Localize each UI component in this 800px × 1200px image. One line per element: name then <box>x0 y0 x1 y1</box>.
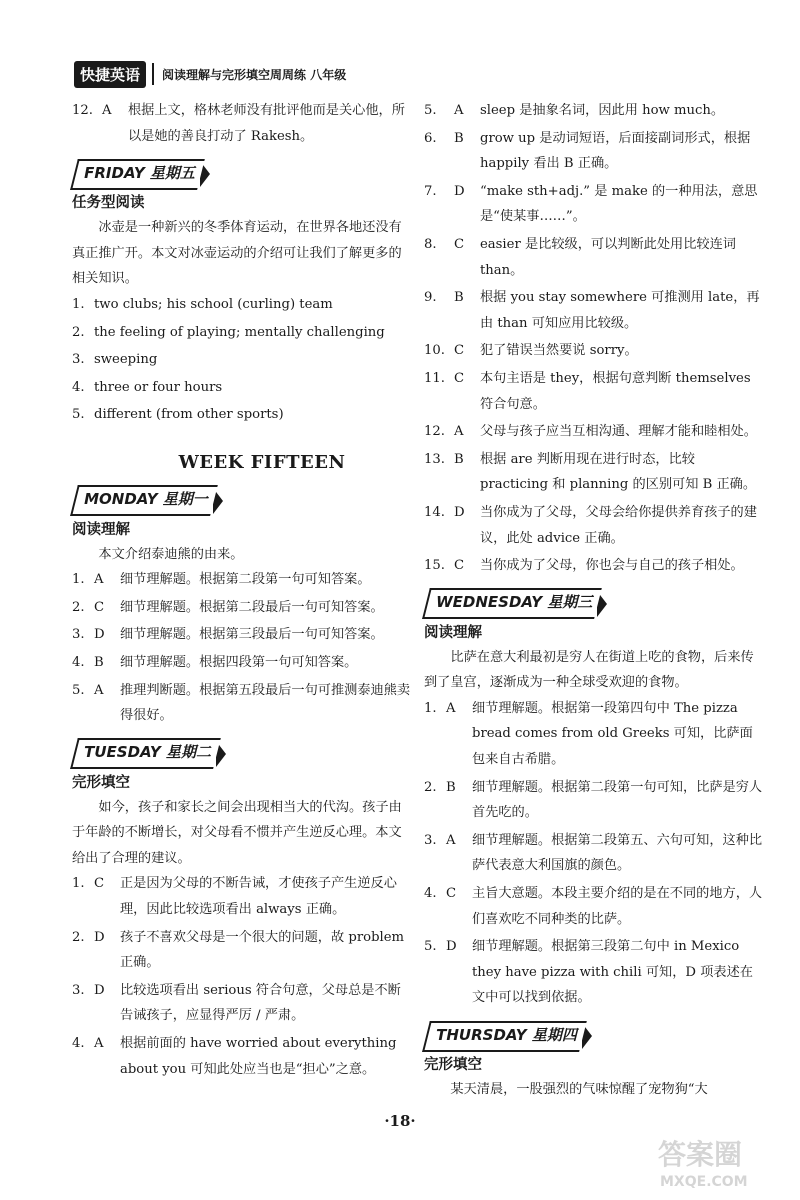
answer-letter: A <box>446 700 456 716</box>
list-item <box>72 347 412 373</box>
answer-letter: C <box>454 370 465 386</box>
item-number: 8. <box>424 236 437 252</box>
list-item <box>72 925 412 976</box>
list-item <box>424 366 764 417</box>
explanation: 当你成为了父母，你也会与自己的孩子相处。 <box>480 558 744 574</box>
explanation: 根据 are 判断用现在进行时态，比较 practicing 和 planning 的区别可知 B 正确。 <box>480 451 757 493</box>
item-number: 2. <box>424 779 437 795</box>
section-title: 完形填空 <box>424 1057 482 1073</box>
week-title: WEEK FIFTEEN <box>178 451 346 473</box>
answer-letter: C <box>94 876 105 892</box>
list-item <box>72 567 412 593</box>
day-tag-tuesday <box>74 741 226 767</box>
explanation: sleep 是抽象名词，因此用 how much。 <box>480 103 725 118</box>
explanation: 细节理解题。根据第二段第五、六句可知，这种比萨代表意大利国旗的颜色。 <box>472 832 763 874</box>
list-item <box>424 179 764 230</box>
item-number: 1. <box>72 296 85 312</box>
list-item <box>424 553 764 579</box>
list-item <box>72 871 412 922</box>
explanation: 主旨大意题。本段主要介绍的是在不同的地方，人们喜欢吃不同种类的比萨。 <box>472 886 763 927</box>
day-tag-label: WEDNESDAY 星期三 <box>436 593 593 612</box>
list-item <box>72 1031 412 1082</box>
item-number: 2. <box>72 324 85 340</box>
explanation: 比较选项看出 serious 符合句意，父母总是不断告诫孩子，应显得严厉 / 严肃。 <box>120 982 401 1024</box>
answer-letter: D <box>454 504 465 520</box>
explanation: 父母与孩子应当互相沟通、理解才能和睦相处。 <box>480 424 757 440</box>
item-number: 1. <box>424 700 437 716</box>
list-item <box>424 419 764 445</box>
page-number: ·18· <box>384 1112 416 1130</box>
list-item <box>72 595 412 621</box>
answer-letter: D <box>94 929 105 945</box>
intro-text: 如今，孩子和家长之间会出现相当大的代沟。孩子由于年龄的不断增长，对父母看不惯并产生逆反心理。本文给出了合理的建议。 <box>72 799 402 866</box>
item-number: 7. <box>424 183 437 199</box>
explanation: grow up 是动词短语，后面接副词形式，根据 happily 看出 B 正确。 <box>480 130 751 172</box>
item-number: 2. <box>72 599 85 615</box>
section-title: 完形填空 <box>72 774 130 791</box>
explanation: “make sth+adj.” 是 make 的一种用法，意思是“使某事……”。 <box>480 183 758 225</box>
explanation: 细节理解题。根据第二段第一句可知，比萨是穷人首先吃的。 <box>472 779 763 821</box>
item-number: 10. <box>424 343 445 359</box>
list-item <box>424 126 764 177</box>
answer-text: sweeping <box>94 352 158 368</box>
explanation: 细节理解题。根据第一段第四句中 The pizza bread comes from old Greeks 可知，比萨面包来自古希腊。 <box>472 700 753 768</box>
list-item <box>424 775 764 826</box>
item-number: 12. <box>72 103 93 118</box>
day-tag-thursday <box>426 1023 592 1049</box>
list-item <box>424 98 764 124</box>
list-item <box>424 500 764 551</box>
day-tag-label: TUESDAY 星期二 <box>84 743 212 762</box>
watermark-text: 答案圈 <box>658 1138 743 1171</box>
intro-text: 冰壶是一种新兴的冬季体育运动，在世界各地还没有真正推广开。本文对冰壶运动的介绍可让我们了解更多的相关知识。 <box>72 220 402 287</box>
answer-letter: A <box>94 572 104 588</box>
explanation: 当你成为了父母，父母会给你提供养育孩子的建议，此处 advice 正确。 <box>480 504 757 546</box>
answer-letter: A <box>94 1036 104 1052</box>
item-number: 1. <box>72 876 85 892</box>
item-number: 6. <box>424 130 437 146</box>
answer-letter: C <box>94 599 105 615</box>
item-number: 3. <box>72 982 85 998</box>
list-item <box>424 232 764 283</box>
explanation: 细节理解题。根据第二段最后一句可知答案。 <box>120 599 384 615</box>
answer-text: two clubs; his school (curling) team <box>94 296 333 312</box>
answer-text: different (from other sports) <box>94 407 284 423</box>
list-item <box>72 622 412 648</box>
answer-letter: D <box>94 982 105 998</box>
item-number: 5. <box>72 407 85 423</box>
explanation: 细节理解题。根据第三段最后一句可知答案。 <box>120 627 384 643</box>
day-tag-label: THURSDAY 星期四 <box>436 1025 577 1044</box>
list-item <box>72 292 412 318</box>
item-number: 4. <box>72 379 85 395</box>
explanation: 细节理解题。根据第三段第二句中 in Mexico they have pizza with chili 可知，D 项表述在文中可以找到依据。 <box>472 939 753 1006</box>
answer-letter: A <box>454 103 464 118</box>
answer-letter: B <box>446 779 456 795</box>
item-number: 13. <box>424 451 445 467</box>
item-number: 15. <box>424 558 445 574</box>
item-number: 5. <box>72 682 85 698</box>
intro-text: 某天清晨，一股强烈的气味惊醒了宠物狗“大 <box>450 1082 708 1097</box>
list-item <box>72 402 412 428</box>
list-item <box>72 320 412 346</box>
answer-letter: C <box>446 886 457 902</box>
answer-text: the feeling of playing; mentally challenging <box>94 324 385 340</box>
item-number: 12. <box>424 424 445 440</box>
explanation: 正是因为父母的不断告诫，才使孩子产生逆反心理，因此比较选项看出 always 正确。 <box>120 876 397 918</box>
header-divider <box>152 63 154 85</box>
answer-letter: C <box>454 343 465 359</box>
section-title: 阅读理解 <box>424 624 482 641</box>
explanation: 推理判断题。根据第五段最后一句可推测泰迪熊卖得很好。 <box>120 682 411 724</box>
list-item <box>424 338 764 364</box>
item-number: 1. <box>72 572 85 588</box>
book-subtitle: 阅读理解与完形填空周周练 八年级 <box>162 67 347 82</box>
list-item <box>72 978 412 1029</box>
answer-letter: B <box>454 451 464 467</box>
answer-letter: B <box>454 290 464 306</box>
explanation: 根据 you stay somewhere 可推测用 late，再由 than 可知应用比较级。 <box>480 290 760 331</box>
item-number: 5. <box>424 939 437 955</box>
answer-letter: A <box>454 424 464 440</box>
item-number: 11. <box>424 370 445 386</box>
explanation: 犯了错误当然要说 sorry。 <box>480 343 638 359</box>
page-header <box>74 58 346 90</box>
explanation: 细节理解题。根据第二段第一句可知答案。 <box>120 572 371 588</box>
list-item <box>424 934 764 1011</box>
explanation: 根据前面的 have worried about everything about you 可知此处应当也是“担心”之意。 <box>120 1036 397 1077</box>
watermark-logo <box>654 1130 784 1190</box>
item-number: 2. <box>72 929 85 945</box>
day-tag-friday <box>74 161 210 187</box>
answer-letter: A <box>102 103 112 118</box>
intro-text: 比萨在意大利最初是穷人在街道上吃的食物，后来传到了皇宫，逐渐成为一种全球受欢迎的食物。 <box>424 649 754 691</box>
answer-letter: D <box>94 627 105 643</box>
answer-letter: D <box>454 183 465 199</box>
day-tag-wednesday <box>426 591 607 617</box>
list-item <box>424 881 764 932</box>
left-column <box>72 98 412 1084</box>
watermark-url: MXQE.COM <box>660 1174 748 1190</box>
item-number: 5. <box>424 103 437 118</box>
answer-letter: A <box>94 682 104 698</box>
explanation: 孩子不喜欢父母是一个很大的问题，故 problem 正确。 <box>120 929 405 971</box>
explanation: 细节理解题。根据四段第一句可知答案。 <box>120 654 358 670</box>
explanation: 本句主语是 they，根据句意判断 themselves 符合句意。 <box>480 370 751 412</box>
list-item <box>424 828 764 879</box>
day-tag-monday <box>74 488 223 514</box>
list-item <box>72 650 412 676</box>
answer-letter: B <box>94 654 104 670</box>
day-tag-label: FRIDAY 星期五 <box>84 163 195 182</box>
brand-logo: 快捷英语 <box>74 61 146 88</box>
item-number: 3. <box>72 352 85 368</box>
item-number: 4. <box>72 654 85 670</box>
explanation: 根据上文，格林老师没有批评他而是关心他，所以是她的善良打动了 Rakesh。 <box>128 103 405 144</box>
item-number: 9. <box>424 290 437 306</box>
explanation: easier 是比较级，可以判断此处用比较连词 than。 <box>480 236 736 278</box>
answer-letter: C <box>454 558 465 574</box>
day-tag-label: MONDAY 星期一 <box>84 490 208 509</box>
intro-text: 本文介绍泰迪熊的由来。 <box>98 546 244 562</box>
list-item <box>72 98 412 149</box>
list-item <box>72 678 412 729</box>
item-number: 4. <box>72 1036 85 1052</box>
right-column <box>424 98 764 1103</box>
section-title: 任务型阅读 <box>72 195 145 212</box>
item-number: 14. <box>424 504 445 520</box>
list-item <box>424 285 764 336</box>
item-number: 3. <box>424 832 437 848</box>
answer-letter: C <box>454 236 465 252</box>
answer-letter: D <box>446 939 457 955</box>
item-number: 3. <box>72 627 85 643</box>
answer-letter: A <box>446 832 456 848</box>
section-title: 阅读理解 <box>72 521 130 538</box>
item-number: 4. <box>424 886 437 902</box>
list-item <box>72 375 412 401</box>
list-item <box>424 696 764 773</box>
answer-letter: B <box>454 130 464 146</box>
list-item <box>424 447 764 498</box>
answer-text: three or four hours <box>94 379 223 395</box>
